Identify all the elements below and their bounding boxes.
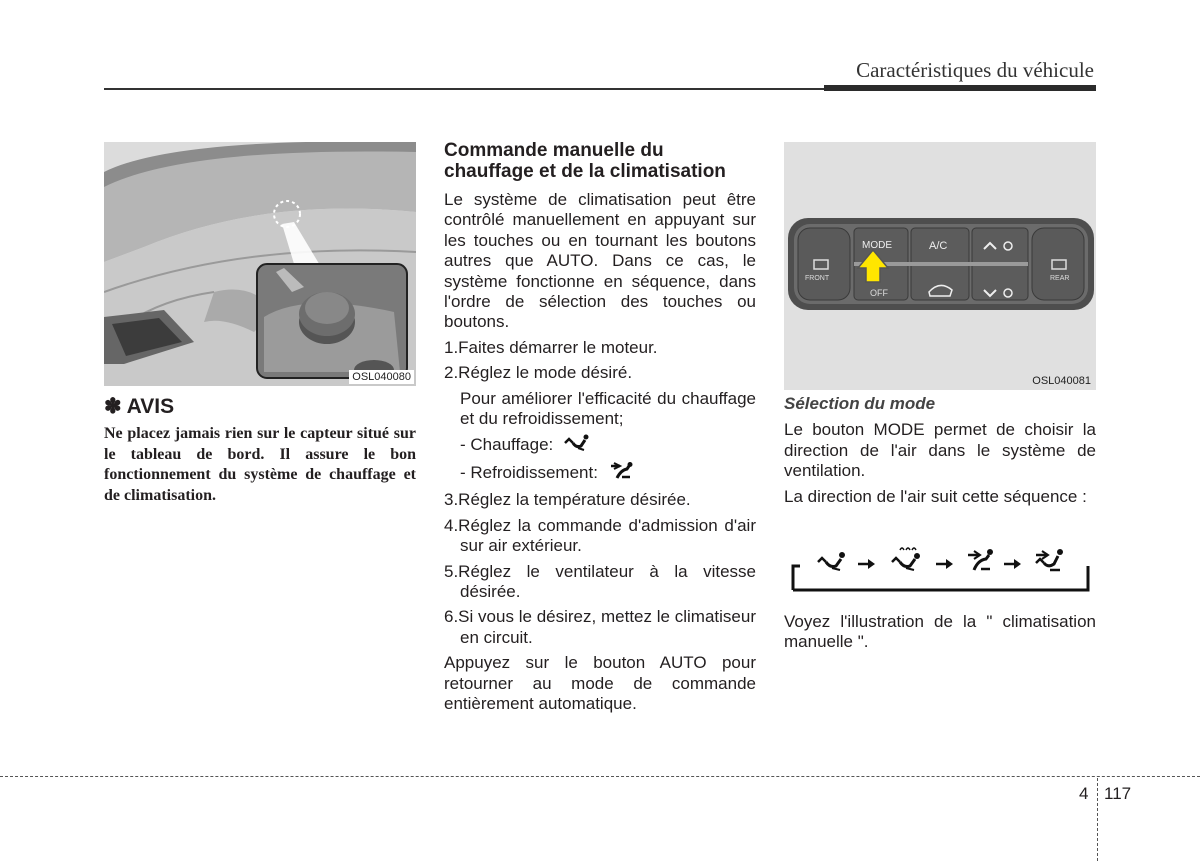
- step-1: 1.Faites démarrer le moteur.: [444, 337, 658, 357]
- intro-paragraph: Le système de climatisation peut être contrôlé manuellement en appuyant sur les touches ou en tournant les boutons autres que AUTO. Dans ce cas, le système fonctionne en séquence, dans l'ordre de sélection des touches ou boutons.: [444, 190, 756, 332]
- step-2-detail: Pour améliorer l'efficacité du chauffage et du refroidissement;: [460, 388, 756, 429]
- section-title: Caractéristiques du véhicule: [856, 58, 1094, 82]
- off-label: OFF: [870, 288, 888, 298]
- notice-heading: [104, 394, 174, 419]
- manual-control-section: [444, 141, 756, 719]
- mode-selection-heading: Sélection du mode: [784, 394, 936, 413]
- floor-vent-icon: [564, 434, 590, 457]
- mode-paragraph-2: La direction de l'air suit cette séquence :: [784, 486, 1087, 506]
- figure-code: OSL040080: [349, 370, 414, 384]
- step-2: 2.Réglez le mode désiré.: [444, 363, 633, 383]
- mode-paragraph-3: Voyez l'illustration de la " climatisation manuelle ".: [784, 612, 1096, 652]
- step-6: 6.Si vous le désirez, mettez le climatiseur en circuit.: [444, 607, 756, 647]
- bi-level-vent-icon: [1036, 549, 1063, 570]
- section-heading: Commande manuelle du chauffage et de la climatisation: [444, 140, 726, 182]
- airflow-mode-sequence: [788, 546, 1094, 594]
- page-number: 117: [1104, 784, 1132, 803]
- chapter-number: 4: [1079, 784, 1089, 803]
- dashboard-sensor-illustration: [104, 142, 416, 386]
- cooling-line: [444, 462, 756, 485]
- face-vent-icon: [609, 462, 635, 485]
- mode-button-label: MODE: [862, 240, 892, 251]
- floor-vent-icon: [818, 552, 845, 570]
- see-illustration-note: [784, 612, 1096, 653]
- climate-control-panel-illustration: [784, 142, 1096, 390]
- heating-label: - Chauffage:: [460, 435, 554, 455]
- footer-dashed-rule: [0, 776, 1200, 777]
- front-defrost-label: FRONT: [805, 275, 830, 282]
- notice-symbol-icon: ✽: [104, 395, 122, 418]
- notice-title: AVIS: [126, 395, 175, 418]
- heating-line: [444, 434, 756, 457]
- face-vent-icon: [968, 549, 993, 570]
- closing-paragraph: Appuyez sur le bouton AUTO pour retourner au mode de commande entièrement automatique.: [444, 653, 756, 713]
- floor-defrost-vent-icon: [892, 548, 920, 570]
- figure-code: OSL040081: [1032, 375, 1091, 387]
- ac-button-label: A/C: [929, 240, 948, 252]
- footer-vertical-dashed-rule: [1097, 778, 1098, 861]
- step-5: 5.Réglez le ventilateur à la vitesse désirée.: [444, 561, 756, 601]
- rear-defrost-label: REAR: [1050, 275, 1070, 282]
- step-3: 3.Réglez la température désirée.: [444, 490, 691, 510]
- notice-text: Ne placez jamais rien sur le capteur situé sur le tableau de bord. Il assure le bon fonctionnement du système de chauffage et de climatisation.: [104, 425, 416, 504]
- cooling-label: - Refroidissement:: [460, 463, 598, 483]
- mode-paragraph-1: Le bouton MODE permet de choisir la direction de l'air dans le système de ventilation.: [784, 420, 1096, 481]
- header-tab-bar: [824, 85, 1096, 91]
- step-4: 4.Réglez la commande d'admission d'air sur air extérieur.: [444, 515, 756, 556]
- mode-selection-section: [784, 394, 1096, 512]
